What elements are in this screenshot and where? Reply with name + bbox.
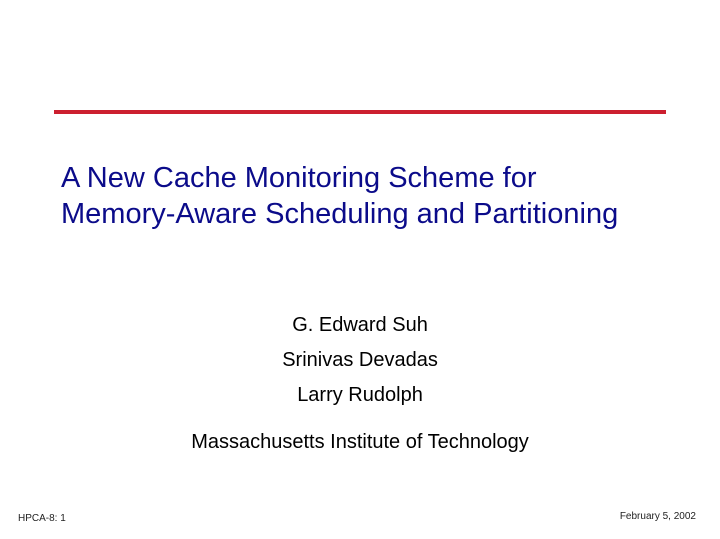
author-name: Srinivas Devadas bbox=[282, 349, 438, 371]
slide-number-footer: HPCA-8: 1 bbox=[18, 513, 66, 524]
title-divider-line bbox=[54, 110, 666, 114]
author-list bbox=[0, 308, 720, 413]
author-name: Larry Rudolph bbox=[297, 384, 423, 406]
date-footer: February 5, 2002 bbox=[619, 511, 696, 522]
affiliation: Massachusetts Institute of Technology bbox=[191, 431, 529, 453]
title-line-2: Memory-Aware Scheduling and Partitioning bbox=[61, 198, 619, 230]
author-name: G. Edward Suh bbox=[292, 314, 428, 336]
slide-title bbox=[61, 160, 701, 232]
title-line-1: A New Cache Monitoring Scheme for bbox=[61, 162, 537, 194]
